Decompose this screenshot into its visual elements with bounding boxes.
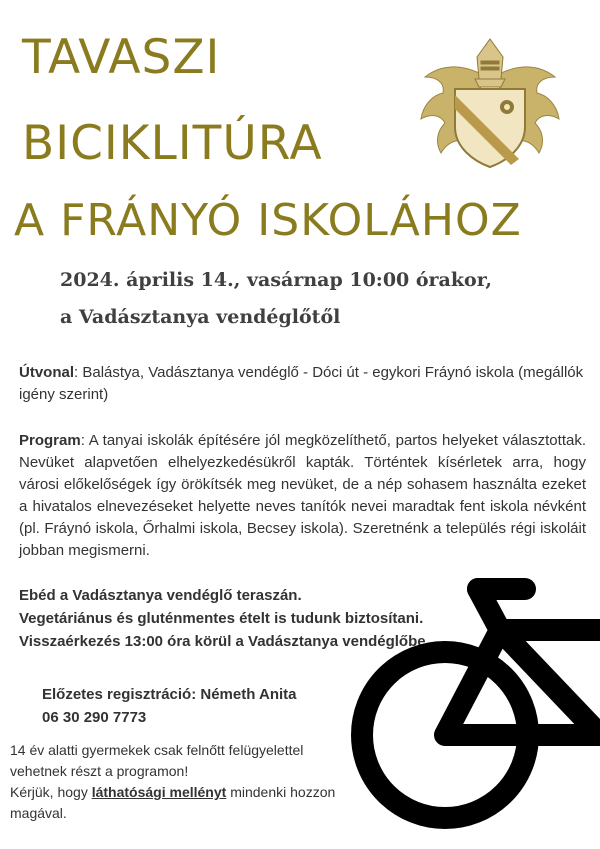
program-text: : A tanyai iskolák építésére jól megközelíthető, partos helyeket választottak. Nevüket alapvetően elhelyezkedésükről kapták. Történtek kísérletek arra, hogy városi előkelőségek így örökítsék meg nevüket, de a nép sohasem használta ezeket a hivatalos elnevezéseket helyette neves tanítók nevei maradtak fent iskola névként (pl. Fráynó iskola, Őrhalmi iskola, Becsey iskola). Szeretnénk a település régi iskoláit jobban megismerni. (19, 432, 586, 559)
bicycle-icon (340, 575, 600, 849)
title-line-2: BICIKLITÚRA (22, 116, 323, 171)
lunch-info: Ebéd a Vadásztanya vendéglő teraszán. (19, 587, 302, 604)
title-line-3: A FRÁNYÓ ISKOLÁHOZ (14, 195, 522, 246)
program-paragraph (19, 430, 586, 562)
participant-notes (10, 740, 340, 824)
route-text: : Balástya, Vadásztanya vendéglő - Dóci út - egykori Fráynó iskola (megállók igény szerint) (19, 364, 584, 403)
vest-note (10, 782, 340, 824)
vest-note-suffix: mindenki hozzon magával. (10, 784, 336, 821)
registration-phone: 06 30 290 7773 (42, 709, 147, 726)
title-line-1: TAVASZI (22, 30, 221, 85)
vest-note-emphasis: láthatósági mellényt (91, 784, 227, 800)
vest-note-prefix: Kérjük, hogy (10, 784, 92, 800)
return-info: Visszaérkezés 13:00 óra körül a Vadásztanya vendéglőbe (19, 633, 426, 650)
program-label: Program (19, 432, 81, 449)
children-note: 14 év alatti gyermekek csak felnőtt felügyelettel vehetnek részt a programon! (10, 742, 304, 779)
registration-contact: Előzetes regisztráció: Németh Anita (42, 686, 297, 703)
event-date: 2024. április 14., vasárnap 10:00 órakor, (60, 269, 492, 291)
route-label: Útvonal (19, 364, 75, 381)
event-place: a Vadásztanya vendéglőtől (60, 306, 341, 328)
coat-of-arms-icon (415, 35, 565, 170)
route-paragraph (19, 362, 586, 406)
diet-info: Vegetáriánus és gluténmentes ételt is tudunk biztosítani. (19, 610, 424, 627)
